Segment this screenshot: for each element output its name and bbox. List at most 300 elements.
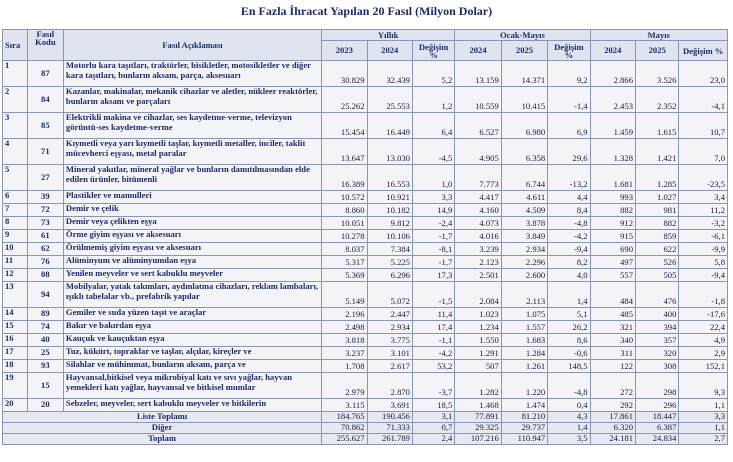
cell-ocak-2025: 14.371 (501, 61, 547, 87)
total-mayis-2025: 6.387 (636, 423, 679, 434)
header-mayis-2024: 2024 (590, 41, 635, 61)
cell-yillik-2024: 13.030 (367, 139, 412, 165)
cell-mayis-degisim: -3,2 (679, 217, 728, 230)
cell-mayis-degisim: 1,1 (679, 399, 728, 412)
table-body (3, 61, 728, 445)
total-yillik-2023: 70.862 (322, 423, 367, 434)
total-mayis-degisim: 3,3 (679, 412, 728, 423)
cell-mayis-2025: 400 (636, 308, 679, 321)
cell-fasil-kodu: 25 (27, 347, 63, 360)
cell-yillik-2024: 25.553 (367, 87, 412, 113)
cell-sira: 15 (3, 321, 28, 334)
header-ocak-2024: 2024 (455, 41, 501, 61)
cell-mayis-2024: 485 (590, 308, 635, 321)
cell-mayis-2024: 882 (590, 204, 635, 217)
cell-aciklama: Mineral yakıtlar, mineral yağlar ve bunların damıtılmasından elde edilen ürünler, bitümenli (63, 165, 321, 191)
cell-yillik-degisim: -2,4 (412, 217, 454, 230)
total-yillik-2024: 190.456 (367, 412, 412, 423)
cell-aciklama: Motorlu kara taşıtları, traktörler, bisikletler, motosikletler ve diğer kara taşıtları, bunların aksam, parça, aksesuarı (63, 61, 321, 87)
cell-ocak-2025: 10.415 (501, 87, 547, 113)
cell-aciklama: Alüminyum ve alüminyumdan eşya (63, 256, 321, 269)
total-ocak-2024: 77.891 (455, 412, 501, 423)
table-row (3, 230, 728, 243)
cell-ocak-2025: 1.261 (501, 360, 547, 373)
header-ocak-mayis: Ocak-Mayıs (455, 30, 590, 41)
total-mayis-2024: 17.861 (590, 412, 635, 423)
cell-mayis-degisim: -9,4 (679, 269, 728, 282)
cell-aciklama: Demir ve çelik (63, 204, 321, 217)
total-mayis-2025: 18.447 (636, 412, 679, 423)
cell-yillik-2023: 3.115 (322, 399, 367, 412)
cell-aciklama: Gemiler ve suda yüzen taşıt ve araçlar (63, 308, 321, 321)
cell-aciklama: Silahlar ve mühimmat, bunların aksam, parça ve (63, 360, 321, 373)
cell-ocak-2025: 1.220 (501, 373, 547, 399)
cell-sira: 10 (3, 243, 28, 256)
cell-ocak-degisim: -1,4 (548, 87, 590, 113)
cell-mayis-degisim: 22,4 (679, 321, 728, 334)
header-mayis: Mayıs (590, 30, 727, 41)
table-row (3, 321, 728, 334)
cell-ocak-2024: 7.773 (455, 165, 501, 191)
cell-ocak-degisim: 0,4 (548, 399, 590, 412)
cell-fasil-kodu: 15 (27, 373, 63, 399)
cell-ocak-2024: 507 (455, 360, 501, 373)
cell-yillik-2024: 2.870 (367, 373, 412, 399)
cell-mayis-2024: 2.453 (590, 87, 635, 113)
total-ocak-degisim: 3,5 (548, 434, 590, 445)
cell-fasil-kodu: 61 (27, 230, 63, 243)
cell-mayis-2024: 915 (590, 230, 635, 243)
cell-ocak-2025: 6.744 (501, 165, 547, 191)
table-row (3, 139, 728, 165)
cell-mayis-degisim: -17,6 (679, 308, 728, 321)
cell-ocak-2024: 1.550 (455, 334, 501, 347)
cell-yillik-2024: 10.106 (367, 230, 412, 243)
cell-mayis-2024: 1.681 (590, 165, 635, 191)
cell-mayis-2025: 298 (636, 373, 679, 399)
cell-aciklama: Kıymetli veya yarı kıymetli taşlar, kıymetli metaller, inciler, taklit mücevherci eşyası, metal paralar (63, 139, 321, 165)
cell-sira: 1 (3, 61, 28, 87)
export-table (2, 29, 728, 445)
cell-mayis-2025: 981 (636, 204, 679, 217)
table-row (3, 217, 728, 230)
cell-aciklama: Mobilyalar, yatak takımları, aydınlatma cihazları, reklam lambaları, ışıklı tabelalar vb., prefabrik yapılar (63, 282, 321, 308)
cell-yillik-2023: 15.454 (322, 113, 367, 139)
cell-ocak-2024: 1.468 (455, 399, 501, 412)
cell-mayis-2024: 1.328 (590, 139, 635, 165)
table-row (3, 373, 728, 399)
cell-mayis-degisim: -9,9 (679, 243, 728, 256)
cell-yillik-2023: 16.389 (322, 165, 367, 191)
cell-mayis-degisim: 152,1 (679, 360, 728, 373)
total-label: Diğer (3, 423, 322, 434)
cell-mayis-2024: 993 (590, 191, 635, 204)
cell-yillik-degisim: 3,3 (412, 191, 454, 204)
cell-sira: 12 (3, 269, 28, 282)
cell-mayis-degisim: 11,2 (679, 204, 728, 217)
cell-ocak-degisim: -4,2 (548, 230, 590, 243)
cell-yillik-2024: 2.934 (367, 321, 412, 334)
cell-mayis-2025: 394 (636, 321, 679, 334)
cell-yillik-2023: 5.369 (322, 269, 367, 282)
cell-mayis-degisim: 4,9 (679, 334, 728, 347)
cell-yillik-2024: 2.447 (367, 308, 412, 321)
cell-fasil-kodu: 40 (27, 334, 63, 347)
cell-aciklama: Plastikler ve mamulleri (63, 191, 321, 204)
table-row (3, 334, 728, 347)
cell-fasil-kodu: 71 (27, 139, 63, 165)
cell-ocak-degisim: 8,4 (548, 204, 590, 217)
cell-ocak-2025: 1.474 (501, 399, 547, 412)
cell-mayis-degisim: -1,8 (679, 282, 728, 308)
cell-ocak-2025: 3.878 (501, 217, 547, 230)
cell-yillik-degisim: 53,2 (412, 360, 454, 373)
cell-ocak-2025: 2.113 (501, 282, 547, 308)
cell-mayis-2025: 859 (636, 230, 679, 243)
cell-mayis-2024: 340 (590, 334, 635, 347)
cell-ocak-2024: 13.159 (455, 61, 501, 87)
cell-yillik-degisim: 11,4 (412, 308, 454, 321)
cell-yillik-degisim: 18,5 (412, 399, 454, 412)
cell-aciklama: Hayvansal,bitkisel veya mikrobiyal katı ve sıvı yağlar, hayvan yemekleri katı yağlar, hayvansal ve bitkisel mumlar (63, 373, 321, 399)
cell-sira: 8 (3, 217, 28, 230)
cell-aciklama: Kauçuk ve kauçuktan eşya (63, 334, 321, 347)
cell-ocak-degisim: -0,6 (548, 347, 590, 360)
table-row (3, 256, 728, 269)
table-row (3, 191, 728, 204)
cell-ocak-2024: 2.123 (455, 256, 501, 269)
cell-ocak-degisim: 4,4 (548, 191, 590, 204)
total-yillik-degisim: 0,7 (412, 423, 454, 434)
cell-aciklama: Tuz, kükürt, topraklar ve taşlar, alçılar, kireçler ve (63, 347, 321, 360)
cell-mayis-2024: 2.866 (590, 61, 635, 87)
cell-yillik-degisim: -1,7 (412, 256, 454, 269)
cell-sira: 3 (3, 113, 28, 139)
cell-yillik-2023: 5.317 (322, 256, 367, 269)
table-row (3, 347, 728, 360)
cell-fasil-kodu: 87 (27, 61, 63, 87)
header-mayis-2025: 2025 (636, 41, 679, 61)
cell-ocak-degisim: -4,8 (548, 217, 590, 230)
header-yillik-degisim: Değişim % (412, 41, 454, 61)
cell-ocak-2025: 1.683 (501, 334, 547, 347)
cell-sira: 18 (3, 360, 28, 373)
cell-ocak-2025: 1.284 (501, 347, 547, 360)
cell-ocak-2025: 4.611 (501, 191, 547, 204)
cell-yillik-2024: 5.225 (367, 256, 412, 269)
cell-yillik-2023: 2.498 (322, 321, 367, 334)
header-ocak-degisim: Değişim % (548, 41, 590, 61)
cell-ocak-degisim: 9,2 (548, 61, 590, 87)
total-mayis-degisim: 2,7 (679, 434, 728, 445)
cell-yillik-2023: 8.037 (322, 243, 367, 256)
cell-yillik-degisim: 17,4 (412, 321, 454, 334)
cell-yillik-degisim: 1,0 (412, 165, 454, 191)
cell-mayis-degisim: 3,4 (679, 191, 728, 204)
header-mayis-degisim: Değişim % (679, 41, 728, 61)
cell-ocak-degisim: 26,2 (548, 321, 590, 334)
header-ocak-2025: 2025 (501, 41, 547, 61)
cell-mayis-2025: 308 (636, 360, 679, 373)
cell-yillik-degisim: 17,3 (412, 269, 454, 282)
total-yillik-degisim: 2,4 (412, 434, 454, 445)
cell-yillik-2024: 7.384 (367, 243, 412, 256)
cell-aciklama: Sebzeler, meyveler, sert kabuklu meyveler ve bitkilerin (63, 399, 321, 412)
cell-mayis-2024: 497 (590, 256, 635, 269)
cell-yillik-degisim: -4,2 (412, 347, 454, 360)
cell-aciklama: Elektrikli makina ve cihazlar, ses kaydetme-verme, televizyon görüntü-ses kaydetme-verme (63, 113, 321, 139)
table-title: En Fazla İhracat Yapılan 20 Fasıl (Milyon Dolar) (240, 4, 493, 18)
cell-mayis-2024: 1.459 (590, 113, 635, 139)
total-ocak-2025: 81.210 (501, 412, 547, 423)
cell-yillik-2023: 25.262 (322, 87, 367, 113)
cell-sira: 2 (3, 87, 28, 113)
cell-ocak-degisim: 1,4 (548, 282, 590, 308)
cell-mayis-degisim: 7,0 (679, 139, 728, 165)
cell-aciklama: Yenilen meyveler ve sert kabuklu meyveler (63, 269, 321, 282)
cell-ocak-degisim: 4,0 (548, 269, 590, 282)
cell-ocak-2024: 2.084 (455, 282, 501, 308)
cell-yillik-2024: 3.101 (367, 347, 412, 360)
cell-yillik-degisim: -1,1 (412, 334, 454, 347)
cell-fasil-kodu: 08 (27, 269, 63, 282)
cell-yillik-2024: 3.691 (367, 399, 412, 412)
cell-fasil-kodu: 72 (27, 204, 63, 217)
header-sira: Sıra (3, 30, 28, 61)
cell-yillik-degisim: -1,7 (412, 230, 454, 243)
cell-yillik-2023: 5.149 (322, 282, 367, 308)
cell-ocak-2024: 4.905 (455, 139, 501, 165)
header-yillik-2024: 2024 (367, 41, 412, 61)
cell-mayis-2025: 882 (636, 217, 679, 230)
cell-yillik-2024: 2.617 (367, 360, 412, 373)
total-yillik-2023: 184.765 (322, 412, 367, 423)
cell-ocak-2024: 4.073 (455, 217, 501, 230)
cell-yillik-2024: 3.775 (367, 334, 412, 347)
cell-mayis-2024: 311 (590, 347, 635, 360)
cell-yillik-2023: 10.278 (322, 230, 367, 243)
cell-ocak-degisim: -13,2 (548, 165, 590, 191)
total-row (3, 412, 728, 423)
cell-fasil-kodu: 89 (27, 308, 63, 321)
cell-aciklama: Örme giyim eşyası ve aksesuarı (63, 230, 321, 243)
cell-mayis-2025: 1.285 (636, 165, 679, 191)
cell-mayis-2024: 272 (590, 373, 635, 399)
header-yillik: Yıllık (322, 30, 455, 41)
cell-ocak-degisim: 5,1 (548, 308, 590, 321)
cell-mayis-degisim: -4,1 (679, 87, 728, 113)
cell-sira: 7 (3, 204, 28, 217)
cell-yillik-2024: 9.812 (367, 217, 412, 230)
total-mayis-2025: 24.834 (636, 434, 679, 445)
cell-fasil-kodu: 93 (27, 360, 63, 373)
total-yillik-2024: 71.333 (367, 423, 412, 434)
cell-yillik-2023: 13.647 (322, 139, 367, 165)
cell-yillik-degisim: -3,7 (412, 373, 454, 399)
total-mayis-2024: 24.181 (590, 434, 635, 445)
table-row (3, 269, 728, 282)
cell-ocak-2025: 6.980 (501, 113, 547, 139)
cell-ocak-2024: 1.282 (455, 373, 501, 399)
cell-fasil-kodu: 85 (27, 113, 63, 139)
cell-ocak-2025: 2.600 (501, 269, 547, 282)
cell-fasil-kodu: 74 (27, 321, 63, 334)
cell-ocak-2024: 2.501 (455, 269, 501, 282)
cell-yillik-2024: 10.921 (367, 191, 412, 204)
cell-fasil-kodu: 39 (27, 191, 63, 204)
cell-yillik-2023: 10.572 (322, 191, 367, 204)
cell-mayis-2025: 526 (636, 256, 679, 269)
cell-yillik-2024: 10.182 (367, 204, 412, 217)
cell-mayis-2025: 1.027 (636, 191, 679, 204)
cell-ocak-2025: 4.509 (501, 204, 547, 217)
cell-ocak-2025: 1.075 (501, 308, 547, 321)
cell-yillik-2024: 16.449 (367, 113, 412, 139)
total-row (3, 434, 728, 445)
cell-aciklama: Demir veya çelikten eşya (63, 217, 321, 230)
cell-fasil-kodu: 27 (27, 165, 63, 191)
total-ocak-2025: 29.737 (501, 423, 547, 434)
cell-mayis-2025: 2.352 (636, 87, 679, 113)
cell-mayis-2024: 321 (590, 321, 635, 334)
cell-sira: 16 (3, 334, 28, 347)
cell-fasil-kodu: 94 (27, 282, 63, 308)
cell-yillik-degisim: -8,1 (412, 243, 454, 256)
cell-mayis-degisim: 2,9 (679, 347, 728, 360)
cell-mayis-degisim: -23,5 (679, 165, 728, 191)
cell-aciklama: Kazanlar, makinalar, mekanik cihazlar ve aletler, nükleer reaktörler, bunların aksam ve parçaları (63, 87, 321, 113)
cell-aciklama: Bakır ve bakırdan eşya (63, 321, 321, 334)
table-row (3, 61, 728, 87)
cell-ocak-2024: 6.527 (455, 113, 501, 139)
cell-yillik-2023: 2.196 (322, 308, 367, 321)
cell-mayis-2024: 292 (590, 399, 635, 412)
cell-mayis-2024: 912 (590, 217, 635, 230)
cell-ocak-degisim: 29,6 (548, 139, 590, 165)
cell-mayis-2025: 296 (636, 399, 679, 412)
cell-yillik-degisim: -1,5 (412, 282, 454, 308)
table-row (3, 204, 728, 217)
cell-yillik-2023: 1.708 (322, 360, 367, 373)
cell-ocak-2024: 4.417 (455, 191, 501, 204)
cell-mayis-degisim: 5,8 (679, 256, 728, 269)
table-row (3, 399, 728, 412)
cell-yillik-2023: 10.051 (322, 217, 367, 230)
cell-yillik-degisim: 6,4 (412, 113, 454, 139)
cell-fasil-kodu: 73 (27, 217, 63, 230)
cell-mayis-2025: 1.421 (636, 139, 679, 165)
total-yillik-degisim: 3,1 (412, 412, 454, 423)
cell-mayis-2024: 484 (590, 282, 635, 308)
total-label: Toplam (3, 434, 322, 445)
cell-yillik-2024: 16.553 (367, 165, 412, 191)
total-ocak-degisim: 1,4 (548, 423, 590, 434)
total-row (3, 423, 728, 434)
cell-ocak-degisim: -9,4 (548, 243, 590, 256)
cell-fasil-kodu: 20 (27, 399, 63, 412)
cell-mayis-degisim: -6,1 (679, 230, 728, 243)
cell-sira: 20 (3, 399, 28, 412)
cell-yillik-2024: 5.072 (367, 282, 412, 308)
total-label: Liste Toplamı (3, 412, 322, 423)
cell-sira: 9 (3, 230, 28, 243)
cell-ocak-2024: 3.239 (455, 243, 501, 256)
cell-mayis-2024: 690 (590, 243, 635, 256)
cell-yillik-degisim: -4,5 (412, 139, 454, 165)
cell-sira: 4 (3, 139, 28, 165)
header-aciklama: Fasıl Açıklaması (63, 30, 321, 61)
cell-ocak-2024: 1.291 (455, 347, 501, 360)
table-row (3, 282, 728, 308)
table-row (3, 87, 728, 113)
table-row (3, 308, 728, 321)
total-yillik-2023: 255.627 (322, 434, 367, 445)
cell-sira: 6 (3, 191, 28, 204)
cell-ocak-degisim: 148,5 (548, 360, 590, 373)
table-row (3, 113, 728, 139)
cell-sira: 5 (3, 165, 28, 191)
cell-sira: 13 (3, 282, 28, 308)
cell-mayis-degisim: 23,0 (679, 61, 728, 87)
cell-yillik-2024: 32.439 (367, 61, 412, 87)
cell-ocak-degisim: 8,6 (548, 334, 590, 347)
cell-ocak-2025: 3.849 (501, 230, 547, 243)
cell-mayis-2025: 3.526 (636, 61, 679, 87)
total-ocak-2024: 29.325 (455, 423, 501, 434)
cell-mayis-2025: 505 (636, 269, 679, 282)
cell-ocak-2025: 1.557 (501, 321, 547, 334)
cell-mayis-2024: 122 (590, 360, 635, 373)
total-ocak-2025: 110.947 (501, 434, 547, 445)
cell-fasil-kodu: 62 (27, 243, 63, 256)
header-yillik-2023: 2023 (322, 41, 367, 61)
cell-yillik-2023: 8.860 (322, 204, 367, 217)
total-ocak-degisim: 4,3 (548, 412, 590, 423)
cell-ocak-degisim: 6,9 (548, 113, 590, 139)
cell-yillik-degisim: 5,2 (412, 61, 454, 87)
cell-yillik-2023: 3.237 (322, 347, 367, 360)
table-row (3, 360, 728, 373)
cell-mayis-degisim: 10,7 (679, 113, 728, 139)
cell-mayis-2024: 557 (590, 269, 635, 282)
cell-yillik-degisim: 1,2 (412, 87, 454, 113)
table-row (3, 243, 728, 256)
cell-yillik-2024: 6.296 (367, 269, 412, 282)
cell-ocak-2025: 6.358 (501, 139, 547, 165)
cell-sira: 11 (3, 256, 28, 269)
cell-sira: 14 (3, 308, 28, 321)
cell-aciklama: Örülmemiş giyim eşyası ve aksesuarı (63, 243, 321, 256)
cell-ocak-2024: 4.160 (455, 204, 501, 217)
cell-yillik-2023: 3.818 (322, 334, 367, 347)
cell-yillik-2023: 2.979 (322, 373, 367, 399)
cell-mayis-2025: 622 (636, 243, 679, 256)
table-row (3, 165, 728, 191)
cell-fasil-kodu: 84 (27, 87, 63, 113)
cell-sira: 19 (3, 373, 28, 399)
cell-ocak-2024: 10.559 (455, 87, 501, 113)
header-fasil-kodu: Fasıl Kodu (27, 30, 63, 61)
cell-ocak-2025: 2.934 (501, 243, 547, 256)
cell-mayis-2025: 320 (636, 347, 679, 360)
total-mayis-degisim: 1,1 (679, 423, 728, 434)
total-yillik-2024: 261.789 (367, 434, 412, 445)
cell-mayis-2025: 476 (636, 282, 679, 308)
cell-mayis-2025: 1.615 (636, 113, 679, 139)
cell-mayis-2025: 357 (636, 334, 679, 347)
total-mayis-2024: 6.320 (590, 423, 635, 434)
cell-mayis-degisim: 9,3 (679, 373, 728, 399)
